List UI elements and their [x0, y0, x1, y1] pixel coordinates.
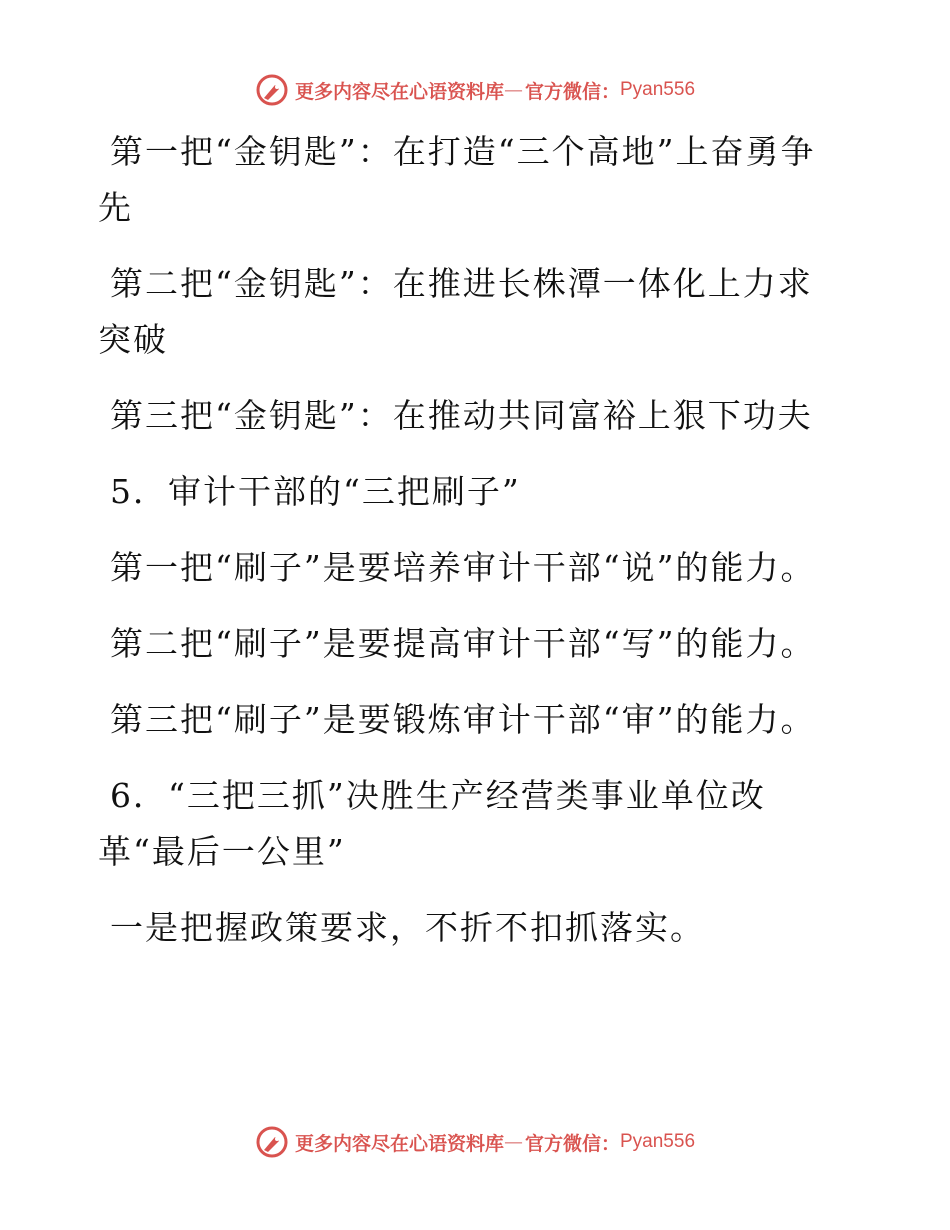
paragraph-reform-1: 一是把握政策要求，不折不扣抓落实。 [110, 908, 705, 947]
header-watermark [0, 72, 950, 108]
paragraph-brush-3: 第三把“刷子”是要锻炼审计干部“审”的能力。 [110, 700, 816, 739]
paragraph-key-2: 第二把“金钥匙”：在推进长株潭一体化上力求突破 [98, 264, 813, 359]
watermark-separator: — [503, 79, 523, 101]
pen-nib-logo-icon [255, 73, 289, 107]
paragraph-key-1: 第一把“金钥匙”：在打造“三个高地”上奋勇争先 [98, 132, 816, 227]
pen-nib-logo-icon [255, 1125, 289, 1159]
watermark-text: 更多内容尽在心语资料库 [294, 80, 504, 103]
watermark-official: 官方微信： [524, 1132, 620, 1155]
paragraph-brush-2: 第二把“刷子”是要提高审计干部“写”的能力。 [110, 624, 816, 663]
section-heading-5: 5．审计干部的“三把刷子” [110, 472, 521, 511]
footer-watermark [0, 1124, 950, 1160]
section-heading-6: 6．“三把三抓”决胜生产经营类事业单位改革“最后一公里” [98, 776, 766, 871]
watermark-separator: — [503, 1131, 523, 1153]
watermark-official: 官方微信： [524, 80, 620, 103]
paragraph-key-3: 第三把“金钥匙”：在推动共同富裕上狠下功夫 [110, 396, 813, 435]
document-body [98, 124, 838, 976]
watermark-id: Pyan556 [620, 79, 696, 100]
watermark-text: 更多内容尽在心语资料库 [294, 1132, 504, 1155]
paragraph-brush-1: 第一把“刷子”是要培养审计干部“说”的能力。 [110, 548, 816, 587]
watermark-id: Pyan556 [620, 1131, 696, 1152]
